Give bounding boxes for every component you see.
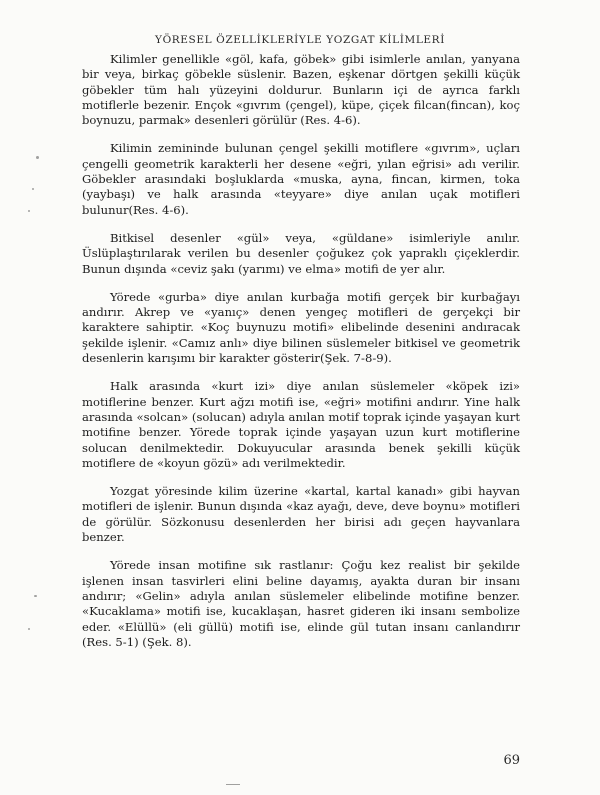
paragraph-floral-motifs: Bitkisel desenler «gül» veya, «güldane» isimleriyle anılır. Üslüplaştırılarak verilen bu desenler çoğukez çok yapraklı çiçeklerdir. Bunun dışında «ceviz şakı (yarımı) ve elma» motifi de yer alır.	[82, 230, 520, 276]
running-title: YÖRESEL ÖZELLİKLERİYLE YOZGAT KİLİMLERİ	[155, 34, 445, 46]
paragraph-bird-animal-motifs: Yozgat yöresinde kilim üzerine «kartal, kartal kanadı» gibi hayvan motifleri de işlenir. Bunun dışında «kaz ayağı, deve, deve boynu» motifleri de görülür. Sözkonusu desenlerden her birisi adı geçen hayvanlara benzer.	[82, 484, 520, 545]
paragraph-motifs-intro: Kilimler genellikle «göl, kafa, göbek» gibi isimlerle anılan, yanyana bir veya, birkaç göbekle süslenir. Bazen, eşkenar dörtgen şekilli küçük göbekler tüm halı yüzeyini doldurur. Bunların içi de ayrıca farklı motiflerle bezenir. Ençok «gıvrım (çengel), küpe, çiçek filcan(fincan), koç boynuzu, parmak» desenleri görülür (Res. 4-6).	[82, 52, 520, 128]
paragraph-wolf-track-motifs: Halk arasında «kurt izi» diye anılan süslemeler «köpek izi» motiflerine benzer. Kurt ağzı motifi ise, «eğri» motifini andırır. Yine halk arasında «solcan» (solucan) adıyla anılan motif toprak içinde yaşayan kurt motifine benzer. Yörede toprak içinde yaşayan uzun kurt motiflerine solucan denilmektedir. Dokuyucular arasında benek şekilli küçük motiflere de «koyun gözü» adı verilmektedir.	[82, 379, 520, 470]
scan-speck	[28, 210, 30, 212]
paragraph-human-motifs: Yörede insan motifine sık rastlanır: Çoğu kez realist bir şekilde işlenen insan tasvirleri elini beline dayamış, ayakta duran bir insanı andırır; «Gelin» adıyla anılan süslemeler elibelinde motifine benzer. «Kucaklama» motifi ise, kucaklaşan, hasret gideren iki insanı sembolize eder. «Elüllü» (eli güllü) motifi ise, elinde gül tutan insanı canlandırır (Res. 5-1) (Şek. 8).	[82, 558, 520, 649]
scan-speck	[32, 188, 34, 190]
paragraph-hook-motifs: Kilimin zemininde bulunan çengel şekilli motiflere «gıvrım», uçları çengelli geometrik karakterli her desene «eğri, yılan eğrisi» adı verilir. Göbekler arasındaki boşluklarda «muska, ayna, fincan, kirmen, toka (yaybaşı) ve halk arasında «teyyare» diye anılan uçak motifleri bulunur(Res. 4-6).	[82, 141, 520, 217]
scan-speck	[36, 156, 39, 159]
text-body	[82, 52, 520, 663]
paragraph-animal-realistic-motifs: Yörede «gurba» diye anılan kurbağa motifi gerçek bir kurbağayı andırır. Akrep ve «yanıç» denen yengeç motifleri de gerçekçi bir karaktere sahiptir. «Koç buynuzu motifi» elibelinde desenini andıracak şekilde işlenir. «Camız anlı» diye bilinen süslemeler bitkisel ve geometrik desenlerin karışımı bir karakter gösterir(Şek. 7-8-9).	[82, 289, 520, 366]
scan-speck	[226, 784, 240, 785]
page-number: 69	[503, 753, 520, 768]
scan-speck	[28, 628, 30, 630]
scan-speck	[34, 595, 37, 597]
